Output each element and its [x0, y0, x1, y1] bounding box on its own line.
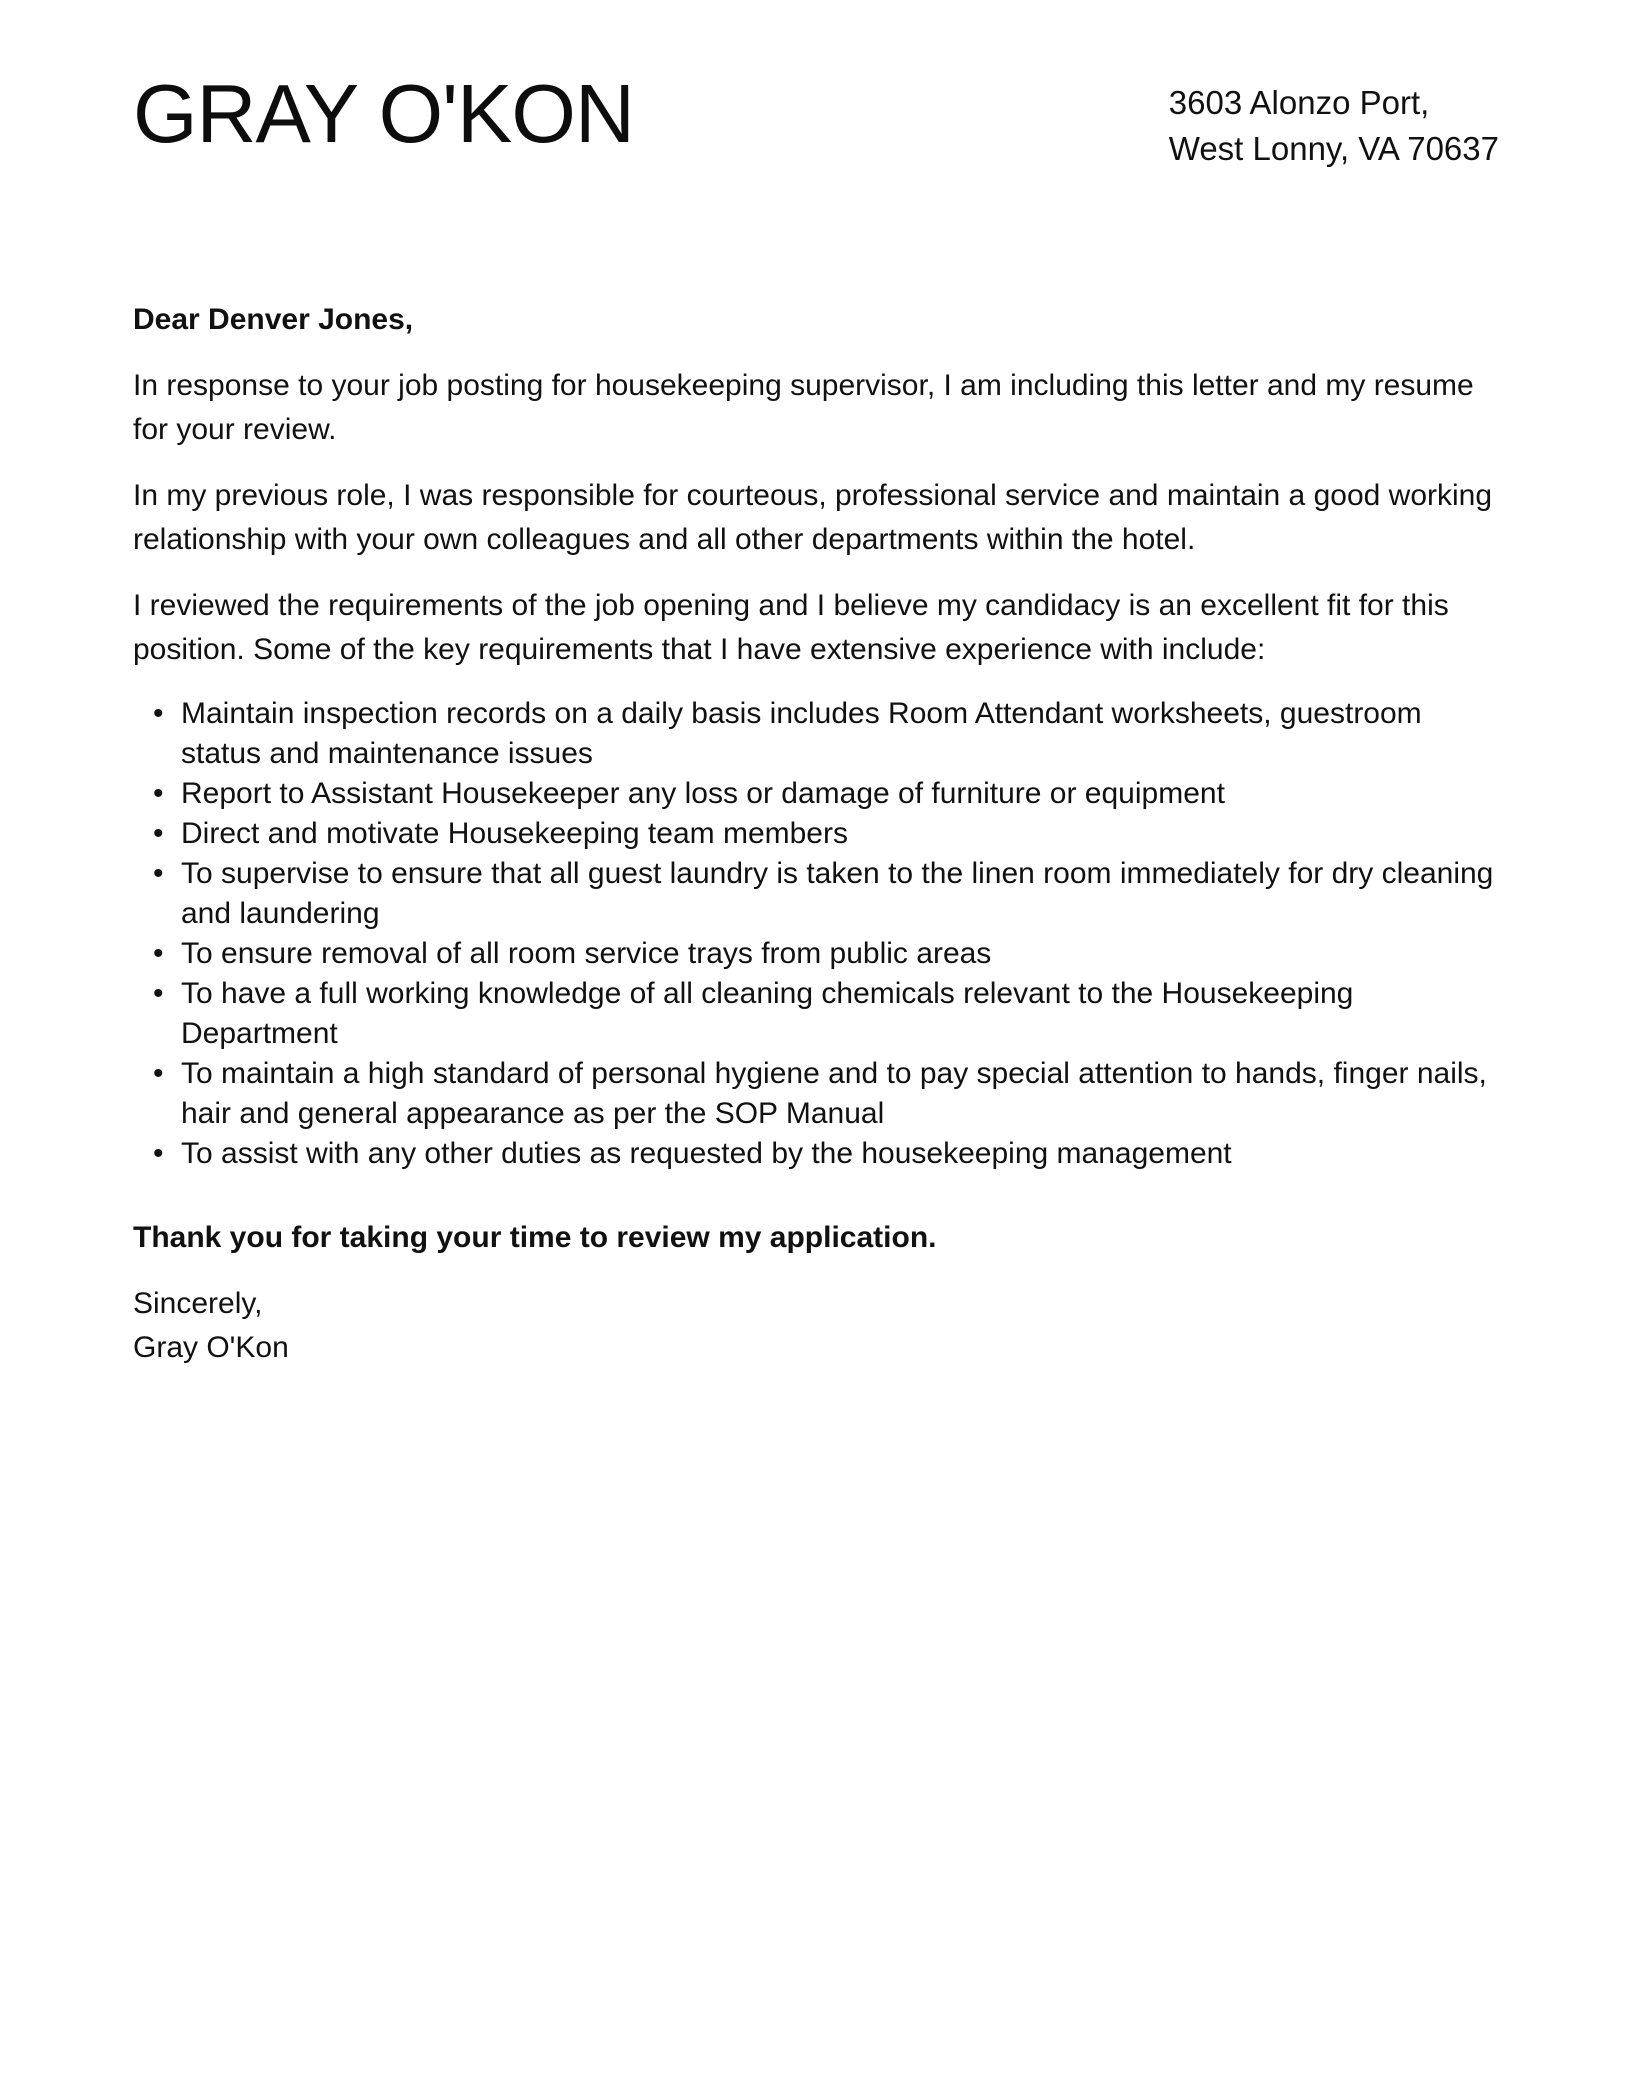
bullet-icon: •	[153, 857, 164, 890]
requirement-text: To have a full working knowledge of all cleaning chemicals relevant to the Housekeeping Department	[181, 977, 1354, 1050]
requirement-text: Report to Assistant Housekeeper any loss or damage of furniture or equipment	[181, 777, 1225, 810]
experience-paragraph: In my previous role, I was responsible for courteous, professional service and maintain a good working relationship with your own colleagues and all other departments within the hotel.	[133, 479, 1493, 556]
list-item	[133, 694, 1499, 774]
signature: Gray O'Kon	[133, 1331, 289, 1364]
bullet-icon: •	[153, 937, 164, 970]
closing-block	[133, 1282, 1499, 1370]
closing-line: Sincerely,	[133, 1287, 263, 1320]
requirements-list	[133, 694, 1499, 1174]
requirement-text: Maintain inspection records on a daily basis includes Room Attendant worksheets, guestroom status and maintenance issues	[181, 697, 1422, 770]
letter-body	[133, 298, 1499, 1370]
bullet-icon: •	[153, 817, 164, 850]
requirement-text: To supervise to ensure that all guest laundry is taken to the linen room immediately for dry cleaning and laundering	[181, 857, 1494, 930]
list-item	[133, 774, 1499, 814]
list-item	[133, 974, 1499, 1054]
bullet-icon: •	[153, 777, 164, 810]
sender-address	[1169, 80, 1499, 172]
list-item	[133, 934, 1499, 974]
bullet-icon: •	[153, 1137, 164, 1170]
salutation: Dear Denver Jones,	[133, 303, 414, 336]
list-item	[133, 814, 1499, 854]
address-line-2: West Lonny, VA 70637	[1168, 130, 1499, 167]
requirement-text: To maintain a high standard of personal hygiene and to pay special attention to hands, finger nails, hair and general appearance as per the SOP Manual	[181, 1057, 1487, 1130]
list-item	[133, 854, 1499, 934]
address-line-1: 3603 Alonzo Port,	[1168, 84, 1430, 121]
intro-paragraph: In response to your job posting for housekeeping supervisor, I am including this letter and my resume for your review.	[133, 369, 1474, 446]
list-item	[133, 1134, 1499, 1174]
thank-you-line: Thank you for taking your time to review my application.	[133, 1221, 937, 1254]
requirement-text: To ensure removal of all room service trays from public areas	[181, 937, 992, 970]
requirements-intro-paragraph: I reviewed the requirements of the job opening and I believe my candidacy is an excellent fit for this position. Some of the key requirements that I have extensive experience with include:	[133, 589, 1449, 666]
requirement-text: To assist with any other duties as requested by the housekeeping management	[181, 1137, 1232, 1170]
bullet-icon: •	[153, 977, 164, 1010]
requirement-text: Direct and motivate Housekeeping team members	[181, 817, 848, 850]
bullet-icon: •	[153, 1057, 164, 1090]
bullet-icon: •	[153, 697, 164, 730]
sender-name: GRAY O'KON	[133, 67, 634, 160]
list-item	[133, 1054, 1499, 1134]
letter-header	[133, 62, 1499, 202]
